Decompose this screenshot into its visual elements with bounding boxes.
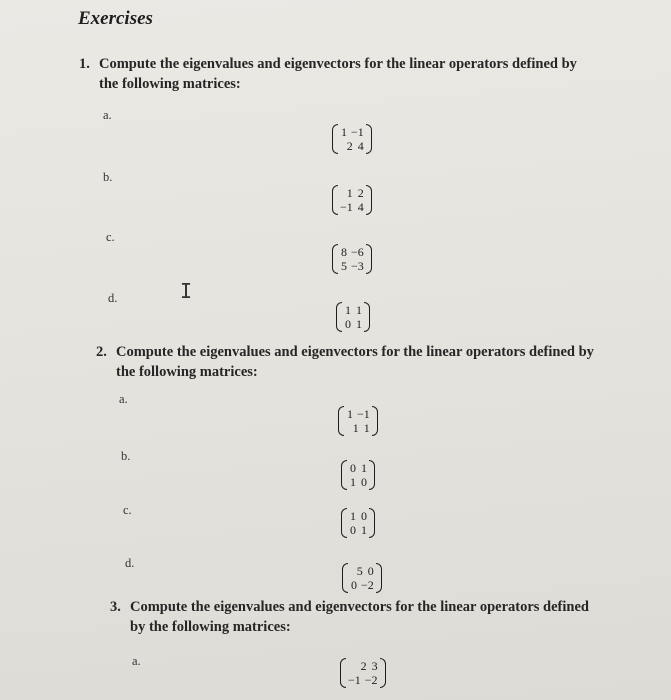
part-label: c. <box>106 230 115 244</box>
matrix-cell: −1 <box>340 200 353 214</box>
matrix <box>336 302 370 332</box>
matrix-cell: 0 <box>351 578 357 592</box>
matrix-cell: 1 <box>356 317 362 331</box>
matrix-cell: 0 <box>361 509 367 523</box>
part-label: a. <box>132 654 141 668</box>
matrix <box>332 124 372 154</box>
question-text: Compute the eigenvalues and eigenvectors for the linear operators defined by the following matrices: <box>116 344 594 380</box>
matrix-cell: 4 <box>357 200 364 214</box>
matrix-cell: −1 <box>357 407 370 421</box>
question-number: 3. <box>110 599 121 615</box>
matrix-cell: 0 <box>367 564 374 578</box>
matrix <box>342 563 382 593</box>
question-1 <box>79 54 599 94</box>
matrix-cell: 3 <box>371 659 378 673</box>
matrix-cell: 1 <box>350 509 356 523</box>
matrix <box>332 185 372 215</box>
part-label: a. <box>119 392 128 406</box>
matrix-cell: −6 <box>351 245 364 259</box>
matrix-cell: 1 <box>346 186 353 200</box>
matrix-cell: 0 <box>350 461 356 475</box>
part-label: b. <box>103 170 113 184</box>
matrix <box>340 658 386 688</box>
matrix <box>332 244 372 274</box>
matrix-cell: 1 <box>363 421 370 435</box>
question-number: 1. <box>79 56 90 72</box>
matrix-cell: 1 <box>350 475 356 489</box>
matrix-cell: 2 <box>346 139 353 153</box>
question-text: Compute the eigenvalues and eigenvectors for the linear operators defined by the following matrices: <box>130 599 589 635</box>
question-3 <box>110 597 600 637</box>
matrix-cell: −2 <box>361 578 374 592</box>
matrix-cell: 1 <box>345 303 351 317</box>
part-label: a. <box>103 108 112 122</box>
matrix-cell: −3 <box>351 259 364 273</box>
text-cursor-icon: I <box>180 279 193 303</box>
matrix-cell: 5 <box>341 259 347 273</box>
matrix <box>341 460 375 490</box>
matrix-cell: −1 <box>348 673 361 687</box>
page-title: Exercises <box>78 8 153 29</box>
part-label: c. <box>123 503 132 517</box>
question-text: Compute the eigenvalues and eigenvectors for the linear operators defined by the following matrices: <box>99 56 577 92</box>
matrix-cell: 1 <box>341 125 347 139</box>
matrix-cell: 1 <box>347 407 353 421</box>
matrix <box>338 406 378 436</box>
matrix-cell: 1 <box>356 303 362 317</box>
matrix-cell: 4 <box>357 139 364 153</box>
matrix-cell: 0 <box>345 317 351 331</box>
matrix <box>341 508 375 538</box>
matrix-cell: 0 <box>361 475 367 489</box>
matrix-cell: 2 <box>360 659 367 673</box>
part-label: d. <box>125 556 135 570</box>
matrix-cell: 1 <box>361 523 367 537</box>
matrix-cell: 1 <box>361 461 367 475</box>
part-label: d. <box>108 291 118 305</box>
matrix-cell: 1 <box>352 421 359 435</box>
matrix-cell: 8 <box>341 245 347 259</box>
question-2 <box>96 342 596 382</box>
matrix-cell: −2 <box>364 673 378 687</box>
matrix-cell: 5 <box>356 564 363 578</box>
matrix-cell: −1 <box>351 125 364 139</box>
part-label: b. <box>121 449 131 463</box>
matrix-cell: 2 <box>357 186 364 200</box>
question-number: 2. <box>96 344 107 360</box>
matrix-cell: 0 <box>350 523 356 537</box>
